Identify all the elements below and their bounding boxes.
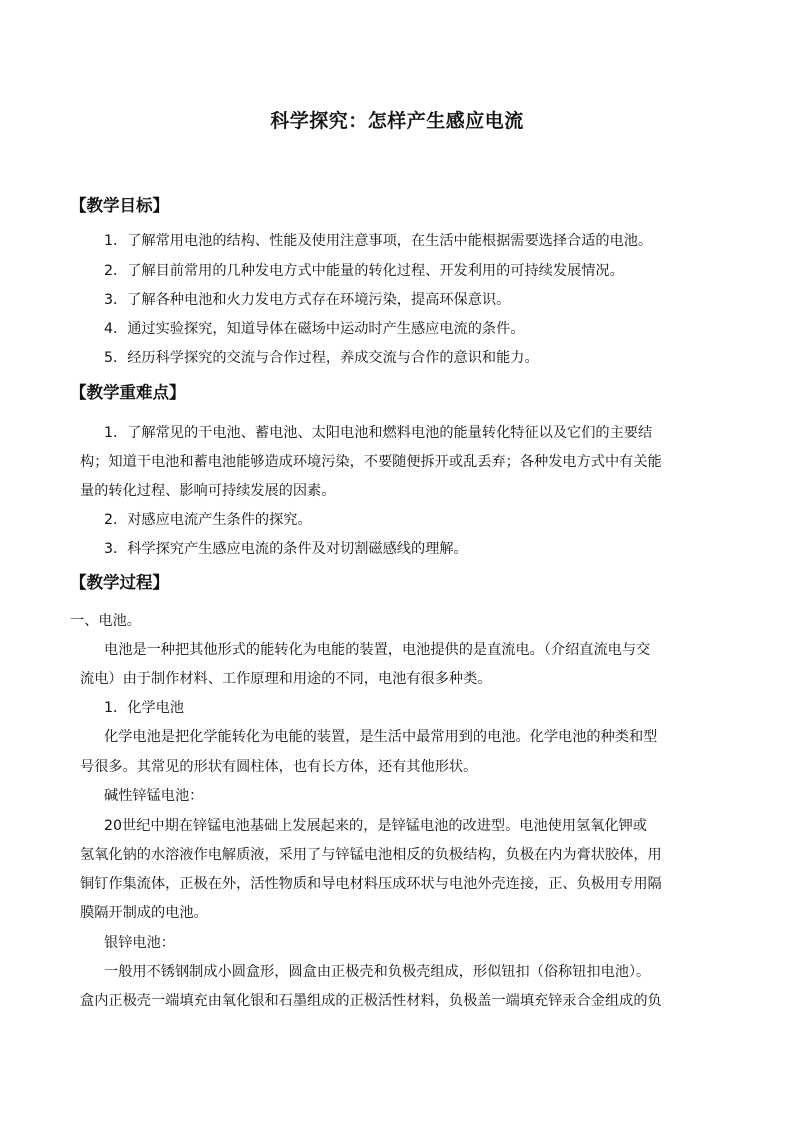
- chemical-line-1: 化学电池是把化学能转化为电能的装置，是生活中最常用到的电池。化学电池的种类和型: [104, 729, 658, 745]
- keypoint-1-line-2: 构；知道干电池和蓄电池能够造成环境污染，不要随便拆开或乱丢弃；各种发电方式中有关能: [80, 454, 662, 470]
- silver-zinc-line-1: 一般用不锈钢制成小圆盒形，圆盒由正极壳和负极壳组成，形似钮扣（俗称钮扣电池）。: [104, 964, 651, 980]
- keypoint-3: 3．科学探究产生感应电流的条件及对切割磁感线的理解。: [104, 541, 468, 557]
- goal-item-5: 5．经历科学探究的交流与合作过程，养成交流与合作的意识和能力。: [104, 350, 539, 366]
- alkaline-line-4: 膜隔开制成的电池。: [80, 905, 208, 921]
- battery-intro-line-1: 电池是一种把其他形式的能转化为电能的装置，电池提供的是直流电。（介绍直流电与交: [104, 642, 651, 658]
- goal-item-4: 4．通过实验探究，知道导体在磁场中运动时产生感应电流的条件。: [104, 321, 525, 337]
- alkaline-line-3: 铜钉作集流体，正极在外，活性物质和导电材料压成环状与电池外壳连接，正、负极用专用隔: [80, 876, 662, 892]
- alkaline-line-1: 20世纪中期在锌锰电池基础上发展起来的，是锌锰电池的改进型。电池使用氢氧化钾或: [104, 818, 647, 834]
- process-part-1: 一、电池。: [70, 613, 141, 629]
- chemical-line-2: 号很多。其常见的形状有圆柱体，也有长方体，还有其他形状。: [80, 759, 478, 775]
- goal-item-3: 3．了解各种电池和火力发电方式存在环境污染，提高环保意识。: [104, 292, 511, 308]
- alkaline-title: 碱性锌锰电池：: [104, 788, 204, 804]
- section-heading-keypoints: 【教学重难点】: [70, 383, 186, 402]
- silver-zinc-title: 银锌电池：: [104, 935, 175, 951]
- page-title: 科学探究：怎样产生感应电流: [270, 110, 524, 132]
- section-heading-goals: 【教学目标】: [70, 196, 169, 215]
- section-heading-process: 【教学过程】: [70, 573, 169, 592]
- alkaline-line-2: 氢氧化钠的水溶液作电解质液，采用了与锌锰电池相反的负极结构，负极在内为膏状胶体，用: [80, 847, 662, 863]
- goal-item-2: 2．了解目前常用的几种发电方式中能量的转化过程、开发利用的可持续发展情况。: [104, 263, 624, 279]
- silver-zinc-line-2: 盒内正极壳一端填充由氧化银和石墨组成的正极活性材料，负极盖一端填充锌汞合金组成的负: [80, 993, 662, 1009]
- keypoint-1-line-1: 1．了解常见的干电池、蓄电池、太阳电池和燃料电池的能量转化特征以及它们的主要结: [104, 425, 653, 441]
- battery-intro-line-2: 流电）由于制作材料、工作原理和用途的不同，电池有很多种类。: [80, 671, 492, 687]
- subheading-chemical-battery: 1．化学电池: [104, 700, 184, 716]
- goal-item-1: 1．了解常用电池的结构、性能及使用注意事项，在生活中能根据需要选择合适的电池。: [104, 233, 653, 249]
- keypoint-2: 2．对感应电流产生条件的探究。: [104, 512, 312, 528]
- keypoint-1-line-3: 量的转化过程、影响可持续发展的因素。: [80, 483, 336, 499]
